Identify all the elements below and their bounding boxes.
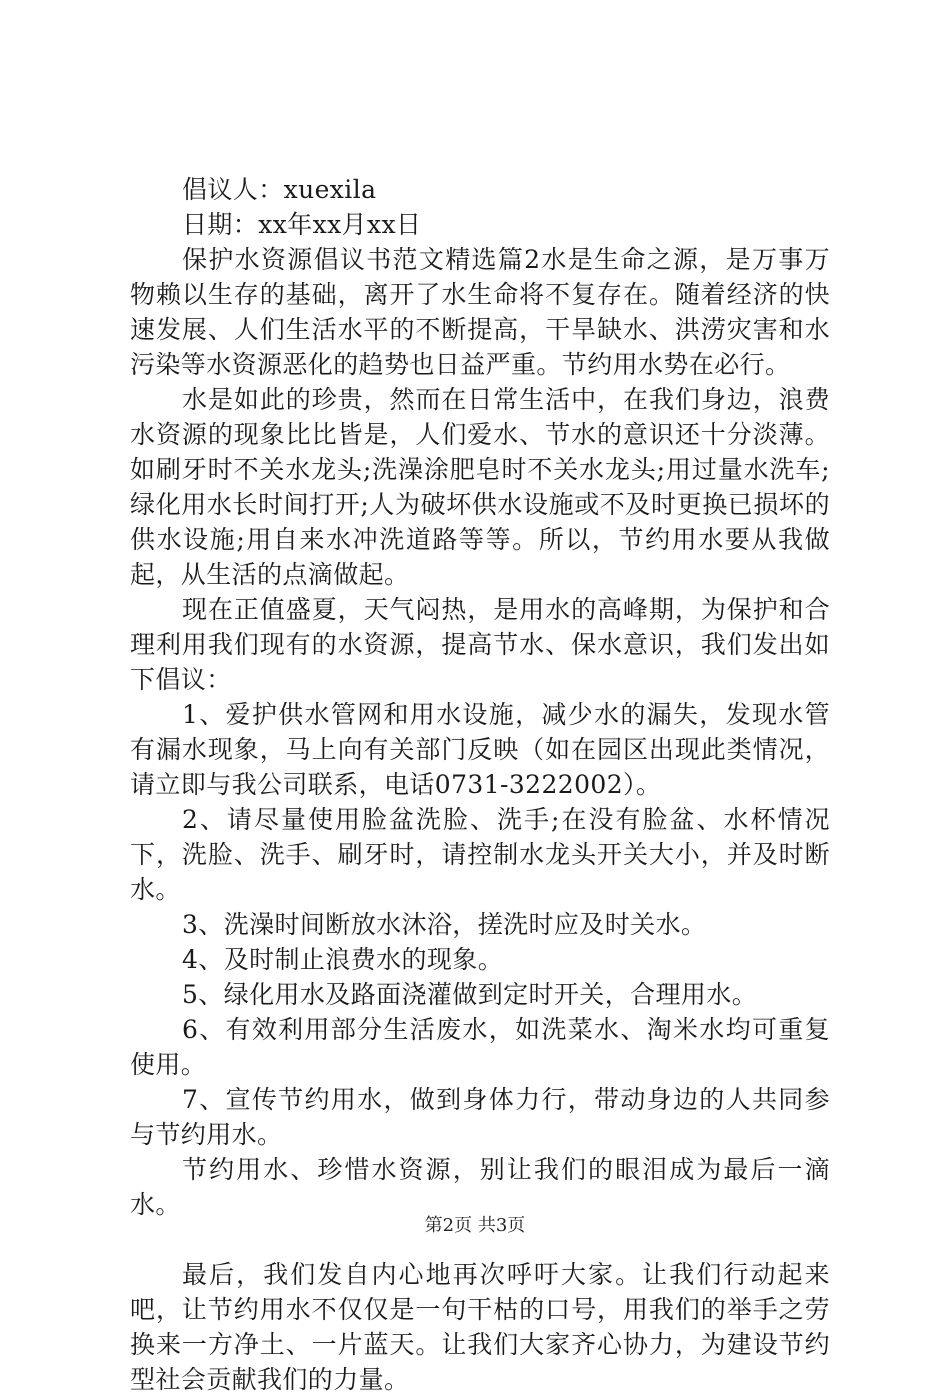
initiator-line: 倡议人：xuexila — [182, 175, 377, 204]
proposal-item-6: 6、有效利用部分生活废水，如洗菜水、淘米水均可重复使用。 — [130, 1015, 830, 1079]
closing-paragraph: 最后，我们发自内心地再次呼吁大家。让我们行动起来吧，让节约用水不仅仅是一句干枯的口号，用我们的举手之劳换来一方净土、一片蓝天。让我们大家齐心协力，为建设节约型社会贡献我们的力量。 — [130, 1260, 830, 1394]
proposal-item-2: 2、请尽量使用脸盆洗脸、洗手;在没有脸盆、水杯情况下，洗脸、洗手、刷牙时，请控制水龙头开关大小，并及时断水。 — [130, 805, 830, 904]
intro-paragraph: 保护水资源倡议书范文精选篇2水是生命之源，是万事万物赖以生存的基础，离开了水生命将不复存在。随着经济的快速发展、人们生活水平的不断提高，干旱缺水、洪涝灾害和水污染等水资源恶化的趋势也日益严重。节约用水势在必行。 — [130, 245, 830, 379]
proposal-item-4: 4、及时制止浪费水的现象。 — [182, 945, 504, 974]
proposal-item-3: 3、洗澡时间断放水沐浴，搓洗时应及时关水。 — [182, 910, 707, 939]
proposal-intro-paragraph: 现在正值盛夏，天气闷热，是用水的高峰期，为保护和合理利用我们现有的水资源，提高节水、保水意识，我们发出如下倡议： — [130, 595, 830, 694]
date-line: 日期：xx年xx月xx日 — [182, 210, 422, 239]
waste-paragraph: 水是如此的珍贵，然而在日常生活中，在我们身边，浪费水资源的现象比比皆是，人们爱水、节水的意识还十分淡薄。如刷牙时不关水龙头;洗澡涂肥皂时不关水龙头;用过量水洗车;绿化用水长时间打开;人为破坏供水设施或不及时更换已损坏的供水设施;用自来水冲洗道路等等。所以，节约用水要从我做起，从生活的点滴做起。 — [130, 385, 830, 589]
page-number-footer: 第2页 共3页 — [424, 1215, 526, 1236]
proposal-item-5: 5、绿化用水及路面浇灌做到定时开关，合理用水。 — [182, 980, 758, 1009]
proposal-item-1: 1、爱护供水管网和用水设施，减少水的漏失，发现水管有漏水现象，马上向有关部门反映（如在园区出现此类情况，请立即与我公司联系，电话0731-3222002）。 — [130, 700, 830, 799]
proposal-item-7: 7、宣传节约用水，做到身体力行，带动身边的人共同参与节约用水。 — [130, 1085, 830, 1149]
slogan-paragraph: 节约用水、珍惜水资源，别让我们的眼泪成为最后一滴水。 — [130, 1155, 830, 1219]
